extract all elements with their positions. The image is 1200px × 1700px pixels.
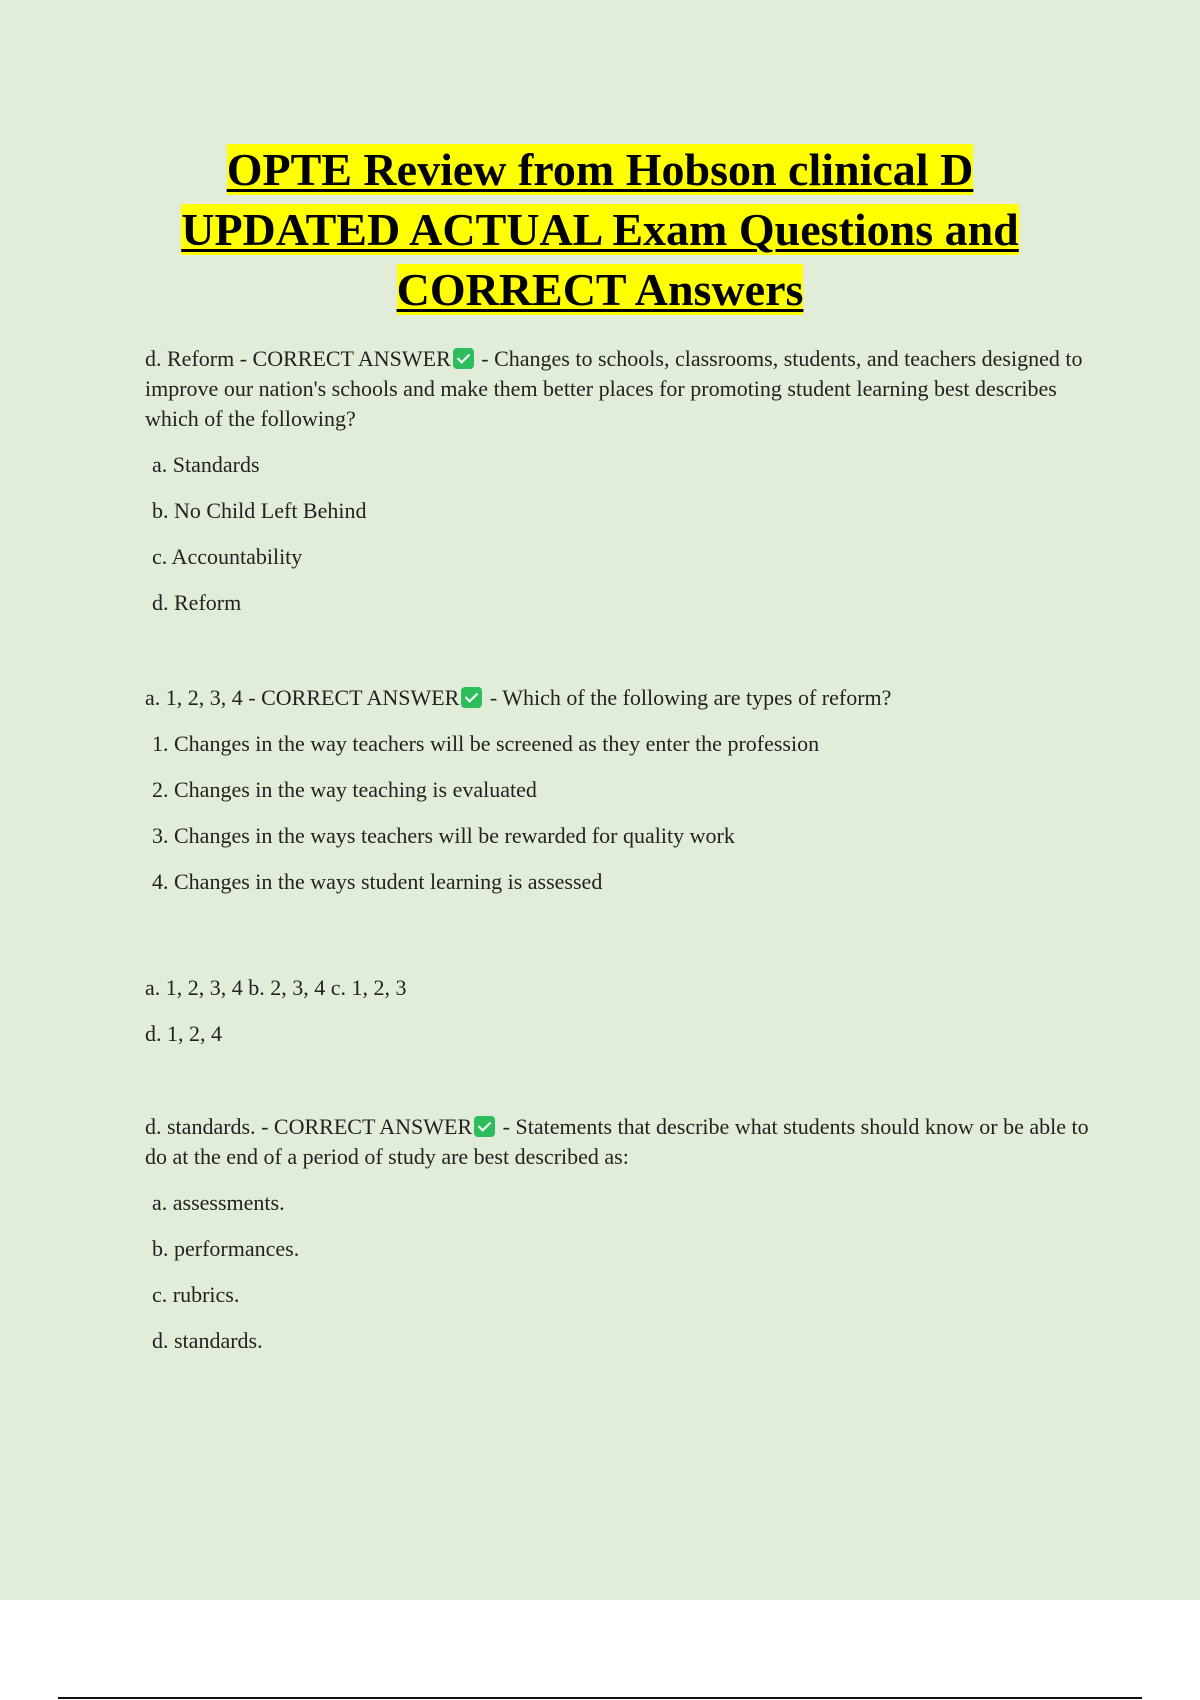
question-2-item-4: 4. Changes in the ways student learning is assessed — [152, 869, 603, 894]
question-1-answer: d. Reform - CORRECT ANSWER — [145, 346, 451, 371]
footer-divider — [58, 1697, 1142, 1699]
question-3-option-b: b. performances. — [152, 1236, 300, 1261]
question-3-option-c: c. rubrics. — [152, 1282, 240, 1307]
question-1-option-b: b. No Child Left Behind — [152, 498, 367, 523]
question-3-text: - Statements that describe what students should know or be able to do at the end of a period of study are best described as: — [145, 1114, 1089, 1169]
question-1-option-d: d. Reform — [152, 590, 242, 615]
question-2-answer: a. 1, 2, 3, 4 - CORRECT ANSWER — [145, 685, 460, 710]
spacer — [145, 618, 1090, 683]
question-1-option-a: a. Standards — [152, 452, 260, 477]
document-content — [145, 344, 1090, 1356]
question-1-option-c: c. Accountability — [152, 544, 303, 569]
question-1 — [145, 344, 1090, 434]
question-3-option-a: a. assessments. — [152, 1190, 285, 1215]
check-mark-icon — [474, 1116, 495, 1137]
document-title — [110, 140, 1090, 320]
question-3-option-d: d. standards. — [152, 1328, 263, 1353]
question-2-item-2: 2. Changes in the way teaching is evaluated — [152, 777, 537, 802]
question-2-item-3: 3. Changes in the ways teachers will be rewarded for quality work — [152, 823, 735, 848]
check-mark-icon — [461, 687, 482, 708]
question-2-choices-line-2: d. 1, 2, 4 — [145, 1021, 222, 1046]
title-line-1: OPTE Review from Hobson clinical D — [226, 144, 974, 195]
title-line-3: CORRECT Answers — [396, 264, 804, 315]
question-1-text: - Changes to schools, classrooms, students, and teachers designed to improve our nation's schools and make them better places for promoting student learning best describes which of the following? — [145, 346, 1083, 431]
check-mark-icon — [453, 348, 474, 369]
question-2-text: - Which of the following are types of reform? — [484, 685, 892, 710]
question-3 — [145, 1112, 1090, 1172]
question-2 — [145, 683, 1090, 713]
spacer — [145, 897, 1090, 957]
question-2-item-1: 1. Changes in the way teachers will be screened as they enter the profession — [152, 731, 820, 756]
question-2-choices-line-1: a. 1, 2, 3, 4 b. 2, 3, 4 c. 1, 2, 3 — [145, 975, 407, 1000]
title-line-2: UPDATED ACTUAL Exam Questions and — [181, 204, 1019, 255]
question-3-answer: d. standards. - CORRECT ANSWER — [145, 1114, 473, 1139]
spacer — [145, 1049, 1090, 1112]
